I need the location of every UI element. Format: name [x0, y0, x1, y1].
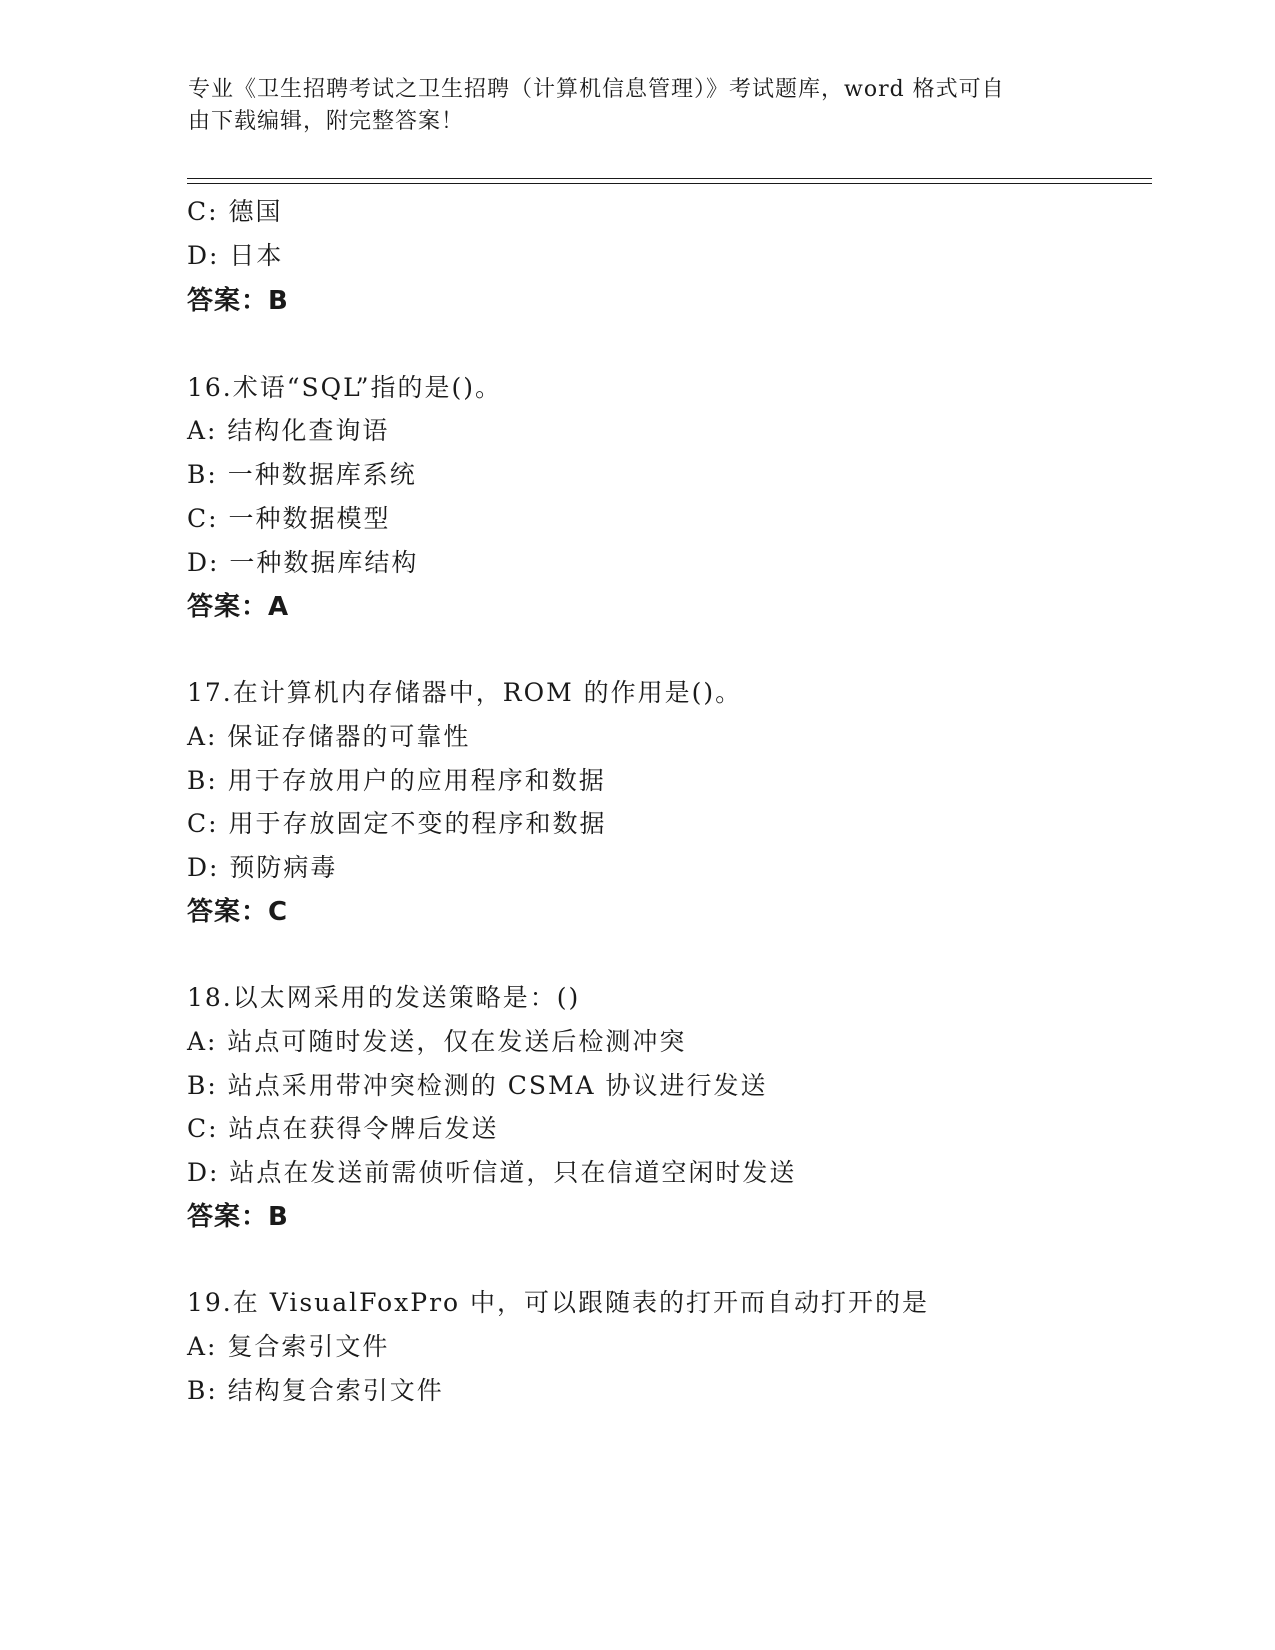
header-divider-top [187, 178, 1152, 179]
answer: 答案：C [187, 897, 289, 927]
question-stem: 18.以太网采用的发送策略是：() [187, 983, 581, 1012]
header-line-2: 由下载编辑，附完整答案！ [188, 109, 465, 134]
answer: 答案：B [187, 1202, 289, 1232]
option-b: B: 一种数据库系统 [187, 460, 417, 489]
option-b: B: 站点采用带冲突检测的 CSMA 协议进行发送 [187, 1071, 768, 1100]
option-d: D: 一种数据库结构 [187, 548, 419, 577]
option-c: C: 站点在获得令牌后发送 [187, 1114, 499, 1143]
option-c: C: 用于存放固定不变的程序和数据 [187, 809, 607, 838]
option-a: A: 站点可随时发送，仅在发送后检测冲突 [187, 1027, 687, 1056]
answer: 答案：B [187, 286, 289, 316]
option-c: C: 一种数据模型 [187, 504, 391, 533]
option-c: C: 德国 [187, 197, 283, 226]
option-a: A: 结构化查询语 [187, 416, 390, 445]
option-b: B: 用于存放用户的应用程序和数据 [187, 766, 606, 795]
answer: 答案：A [187, 592, 290, 622]
question-stem: 19.在 VisualFoxPro 中，可以跟随表的打开而自动打开的是 [187, 1288, 930, 1317]
option-d: D: 预防病毒 [187, 853, 338, 882]
option-b: B: 结构复合索引文件 [187, 1376, 444, 1405]
option-d: D: 站点在发送前需侦听信道，只在信道空闲时发送 [187, 1158, 797, 1187]
document-header [188, 74, 1068, 138]
header-line-1: 专业《卫生招聘考试之卫生招聘（计算机信息管理）》考试题库，word 格式可自 [188, 77, 1005, 102]
option-a: A: 保证存储器的可靠性 [187, 722, 471, 751]
option-a: A: 复合索引文件 [187, 1332, 390, 1361]
header-divider-bottom [187, 183, 1152, 184]
question-stem: 17.在计算机内存储器中，ROM 的作用是()。 [187, 678, 743, 707]
option-d: D: 日本 [187, 241, 284, 270]
question-stem: 16.术语“SQL”指的是()。 [187, 373, 503, 402]
